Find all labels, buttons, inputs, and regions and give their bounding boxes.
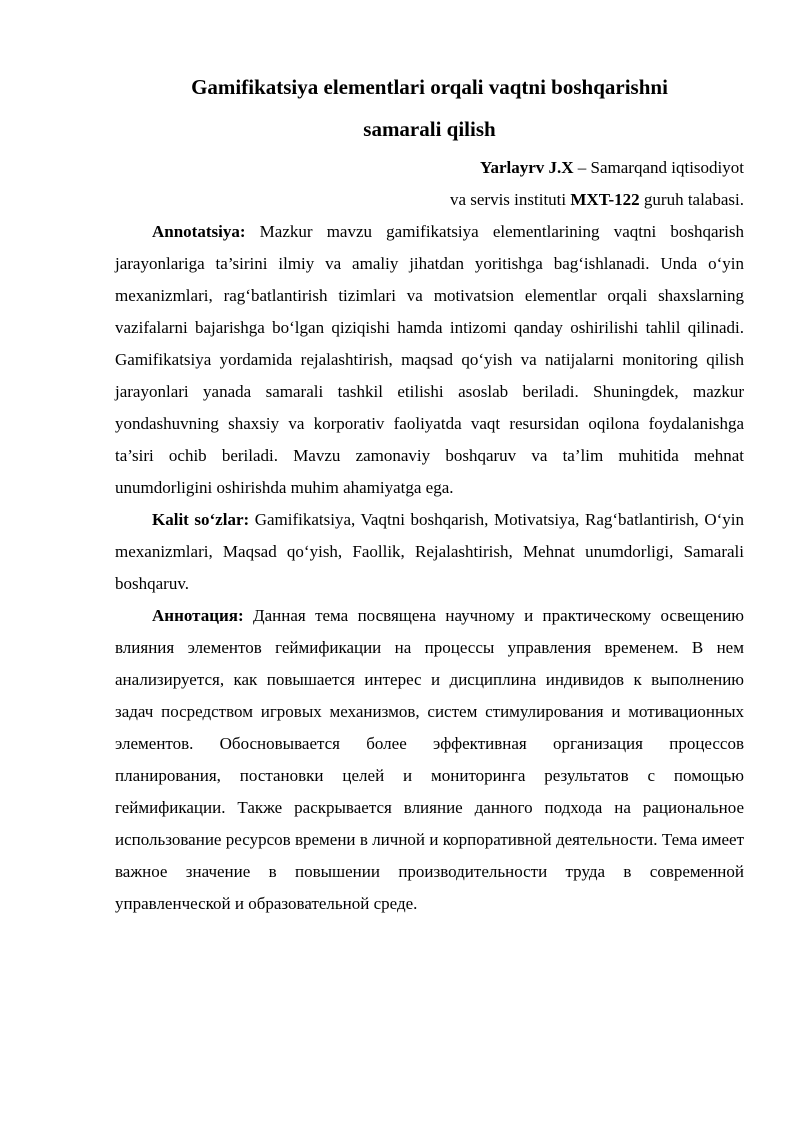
author-block	[115, 152, 744, 216]
annotation-uz-text: Mazkur mavzu gamifikatsiya elementlarining vaqtni boshqarish jarayonlariga ta’sirini ilmiy va amaliy jihatdan yoritishga bag‘ishlanadi. Unda o‘yin mexanizmlari, rag‘batlantirish tizimlari va motivatsion elementlar orqali shaxslarning vazifalarni bajarishga bo‘lgan qiziqishi hamda intizomi qanday oshirilishi tahlil qilinadi. Gamifikatsiya yordamida rejalashtirish, maqsad qo‘yish va natijalarni monitoring qilish jarayonlari yanada samarali tashkil etilishi asoslab beriladi. Shuningdek, mazkur yondashuvning shaxsiy va korporativ faoliyatda vaqt resursidan oqilona foydalanishga ta’siri ochib beriladi. Mavzu zamonaviy boshqaruv va ta’lim muhitida mehnat unumdorligini oshirishda muhim ahamiyatga ega.	[115, 222, 744, 497]
annotation-uz-paragraph	[115, 216, 744, 504]
keywords-label: Kalit so‘zlar:	[152, 510, 250, 529]
author-affiliation-part2: va servis instituti	[449, 190, 571, 209]
author-name: Yarlayrv J.X	[480, 158, 574, 177]
annotation-ru-paragraph	[115, 600, 744, 920]
author-group: MXT-122	[570, 190, 640, 209]
page-title-line-2: samarali qilish	[363, 117, 496, 141]
keywords-paragraph	[115, 504, 744, 600]
keywords-text: Gamifikatsiya, Vaqtni boshqarish, Motivatsiya, Rag‘batlantirish, O‘yin mexanizmlari, Maqsad qo‘yish, Faollik, Rejalashtirish, Mehnat unumdorligi, Samarali boshqaruv.	[115, 510, 744, 593]
author-line-1	[115, 152, 744, 184]
page-title-line-1: Gamifikatsiya elementlari orqali vaqtni boshqarishni	[191, 75, 668, 99]
author-affiliation-part3: guruh talabasi.	[639, 190, 744, 209]
author-line-2	[115, 184, 744, 216]
author-affiliation-part1: – Samarqand iqtisodiyot	[573, 158, 744, 177]
page-title	[115, 66, 744, 150]
annotation-ru-text: Данная тема посвящена научному и практическому освещению влияния элементов геймификации на процессы управления временем. В нем анализируется, как повышается интерес и дисциплина индивидов к выполнению задач посредством игровых механизмов, систем стимулирования и мотивационных элементов. Обосновывается более эффективная организация процессов планирования, постановки целей и мониторинга результатов с помощью геймификации. Также раскрывается влияние данного подхода на рациональное использование ресурсов времени в личной и корпоративной деятельности. Тема имеет важное значение в повышении производительности труда в современной управленческой и образовательной среде.	[115, 606, 744, 913]
annotation-uz-label: Annotatsiya:	[152, 222, 246, 241]
annotation-ru-label: Аннотация:	[152, 606, 244, 625]
